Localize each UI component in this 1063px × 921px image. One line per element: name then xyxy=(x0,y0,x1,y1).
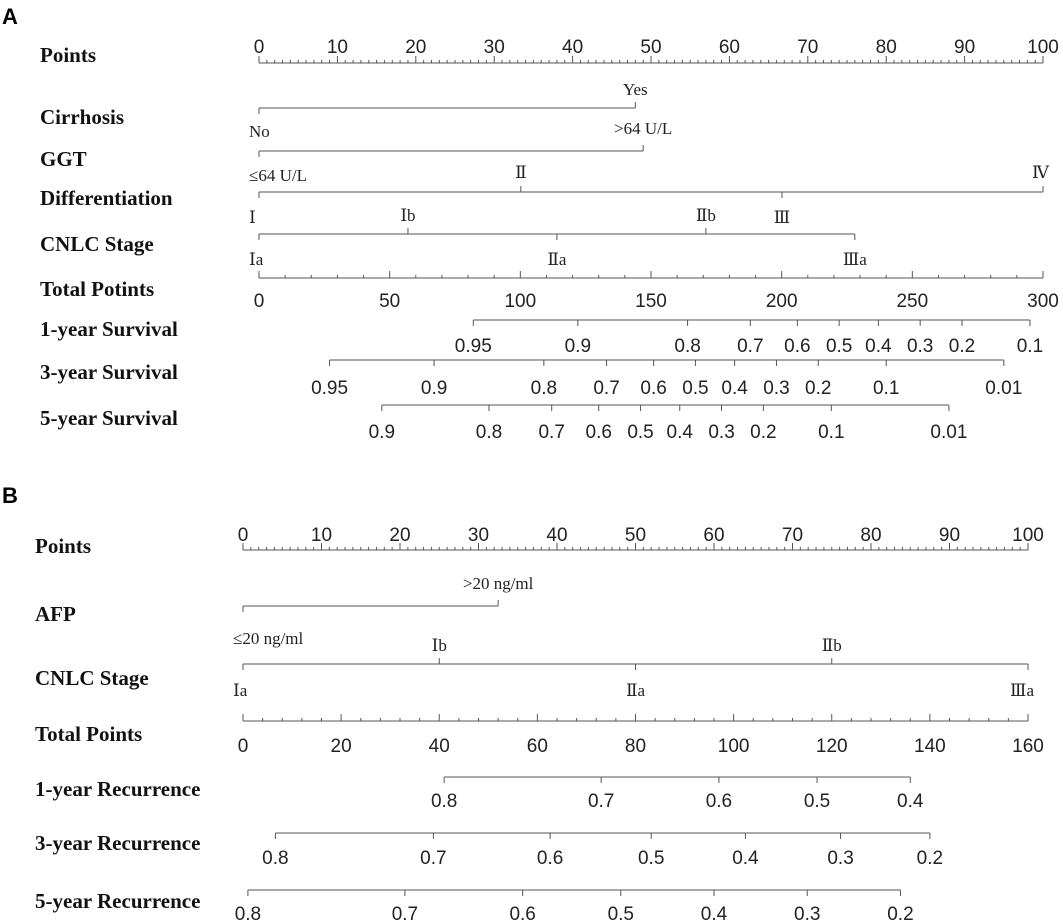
outcome-tick-label: 0.5 xyxy=(637,848,665,869)
points-tick-label: 90 xyxy=(938,525,961,546)
outcome-tick-label: 0.2 xyxy=(887,904,914,921)
points-tick-label: 80 xyxy=(875,37,897,58)
points-tick-label: 90 xyxy=(954,37,976,58)
outcome-tick-label: 0.6 xyxy=(640,378,667,399)
predictor-level-label: Ⅱa xyxy=(625,681,646,700)
nomogram-panel-a xyxy=(40,37,1059,443)
predictor-level-label: Ⅱb xyxy=(695,206,716,225)
points-tick-label: 0 xyxy=(253,37,265,58)
outcome-tick-label: 0.4 xyxy=(721,378,748,399)
total-tick-label: 120 xyxy=(815,736,848,757)
total-tick-label: 0 xyxy=(237,736,249,757)
points-tick-label: 70 xyxy=(781,525,804,546)
outcome-tick-label: 0.95 xyxy=(311,378,349,399)
outcome-tick-label: 0.8 xyxy=(430,791,458,812)
outcome-tick-label: 0.9 xyxy=(420,378,448,399)
outcome-tick-label: 0.2 xyxy=(750,422,777,443)
predictor-level-label: Ⅰa xyxy=(233,681,248,700)
predictor-level-label: Yes xyxy=(622,80,648,99)
points-tick-label: 40 xyxy=(546,525,568,546)
points-tick-label: 30 xyxy=(483,37,505,58)
predictor-level-label: Ⅱ xyxy=(515,163,527,182)
points-tick-label: 50 xyxy=(640,37,662,58)
predictor-label-ggt: GGT xyxy=(40,147,87,171)
total-tick-label: 60 xyxy=(526,736,548,757)
outcome-tick-label: 0.7 xyxy=(737,336,764,357)
outcome-tick-label: 0.2 xyxy=(805,378,832,399)
points-tick-label: 70 xyxy=(797,37,819,58)
outcome-tick-label: 0.5 xyxy=(627,422,654,443)
predictor-level-label: Ⅲa xyxy=(1010,681,1034,700)
predictor-level-label: >20 ng/ml xyxy=(462,574,534,593)
outcome-tick-label: 0.6 xyxy=(585,422,612,443)
outcome-tick-label: 0.8 xyxy=(530,378,558,399)
points-tick-label: 0 xyxy=(237,525,249,546)
points-tick-label: 100 xyxy=(1012,525,1044,546)
points-axis-label: Points xyxy=(35,534,92,558)
outcome-tick-label: 0.6 xyxy=(784,336,811,357)
nomogram-panel-b xyxy=(35,525,1044,921)
outcome-tick-label: 0.4 xyxy=(732,848,759,869)
outcome-tick-label: 0.4 xyxy=(865,336,892,357)
outcome-label-3-year-recurrence: 3-year Recurrence xyxy=(35,831,201,855)
outcome-tick-label: 0.1 xyxy=(818,422,845,443)
outcome-tick-label: 0.8 xyxy=(262,848,289,869)
points-tick-label: 10 xyxy=(326,37,348,58)
points-tick-label: 30 xyxy=(467,525,490,546)
outcome-tick-label: 0.6 xyxy=(509,904,536,921)
predictor-level-label: >64 U/L xyxy=(614,119,673,138)
points-tick-label: 20 xyxy=(405,37,427,58)
outcome-tick-label: 0.5 xyxy=(803,791,831,812)
points-tick-label: 100 xyxy=(1027,37,1059,58)
outcome-tick-label: 0.3 xyxy=(794,904,821,921)
outcome-tick-label: 0.3 xyxy=(827,848,854,869)
outcome-tick-label: 0.3 xyxy=(708,422,735,443)
outcome-tick-label: 0.8 xyxy=(234,904,262,921)
total-tick-label: 0 xyxy=(253,291,265,312)
points-tick-label: 60 xyxy=(718,37,740,58)
total-tick-label: 150 xyxy=(635,291,667,312)
predictor-level-label: Ⅱa xyxy=(547,250,567,269)
outcome-tick-label: 0.7 xyxy=(538,422,565,443)
outcome-tick-label: 0.1 xyxy=(872,378,900,399)
predictor-label-afp: AFP xyxy=(35,602,76,626)
outcome-label-5-year-survival: 5-year Survival xyxy=(40,406,178,430)
outcome-tick-label: 0.8 xyxy=(475,422,503,443)
outcome-tick-label: 0.3 xyxy=(763,378,790,399)
total-tick-label: 100 xyxy=(504,291,537,312)
outcome-tick-label: 0.95 xyxy=(454,336,492,357)
total-tick-label: 160 xyxy=(1012,736,1044,757)
outcome-tick-label: 0.7 xyxy=(587,791,615,812)
total-tick-label: 100 xyxy=(717,736,750,757)
outcome-label-5-year-recurrence: 5-year Recurrence xyxy=(35,889,201,913)
outcome-tick-label: 0.9 xyxy=(564,336,592,357)
panel-label-a: A xyxy=(2,4,18,29)
predictor-level-label: ≤20 ng/ml xyxy=(233,629,304,648)
total-points-label: Total Potints xyxy=(40,277,155,301)
total-tick-label: 250 xyxy=(896,291,929,312)
total-tick-label: 300 xyxy=(1027,291,1059,312)
points-tick-label: 20 xyxy=(389,525,411,546)
predictor-level-label: Ⅰb xyxy=(431,636,447,655)
total-tick-label: 20 xyxy=(330,736,352,757)
outcome-tick-label: 0.2 xyxy=(948,336,976,357)
total-tick-label: 200 xyxy=(765,291,798,312)
total-tick-label: 50 xyxy=(379,291,401,312)
total-tick-label: 40 xyxy=(428,736,450,757)
outcome-label-1-year-recurrence: 1-year Recurrence xyxy=(35,777,201,801)
outcome-tick-label: 0.6 xyxy=(705,791,733,812)
predictor-level-label: Ⅰb xyxy=(400,206,416,225)
predictor-level-label: Ⅰa xyxy=(249,250,264,269)
points-tick-label: 40 xyxy=(562,37,584,58)
predictor-level-label: ≤64 U/L xyxy=(249,166,307,185)
predictor-label-cnlc-stage: CNLC Stage xyxy=(40,232,154,256)
predictor-level-label: Ⅲ xyxy=(773,208,791,227)
outcome-tick-label: 0.01 xyxy=(985,378,1023,399)
predictor-level-label: Ⅲa xyxy=(842,250,867,269)
outcome-tick-label: 0.4 xyxy=(666,422,693,443)
outcome-label-1-year-survival: 1-year Survival xyxy=(40,317,178,341)
outcome-tick-label: 0.5 xyxy=(607,904,634,921)
total-points-label: Total Points xyxy=(35,722,143,746)
outcome-tick-label: 0.8 xyxy=(674,336,701,357)
outcome-tick-label: 0.5 xyxy=(825,336,853,357)
predictor-label-cirrhosis: Cirrhosis xyxy=(40,105,124,129)
predictor-label-cnlc-stage: CNLC Stage xyxy=(35,666,149,690)
total-tick-label: 140 xyxy=(914,736,946,757)
outcome-tick-label: 0.3 xyxy=(906,336,934,357)
outcome-tick-label: 0.2 xyxy=(916,848,944,869)
outcome-tick-label: 0.01 xyxy=(930,422,968,443)
outcome-tick-label: 0.7 xyxy=(593,378,620,399)
predictor-level-label: Ⅰ xyxy=(249,208,256,227)
predictor-level-label: Ⅳ xyxy=(1032,163,1049,182)
outcome-tick-label: 0.1 xyxy=(1016,336,1044,357)
outcome-tick-label: 0.7 xyxy=(391,904,419,921)
points-tick-label: 80 xyxy=(860,525,882,546)
panel-label-b: B xyxy=(2,483,18,508)
outcome-label-3-year-survival: 3-year Survival xyxy=(40,360,178,384)
points-tick-label: 60 xyxy=(703,525,725,546)
points-tick-label: 50 xyxy=(624,525,647,546)
predictor-level-label: Ⅱb xyxy=(821,636,842,655)
points-axis-label: Points xyxy=(40,43,97,67)
outcome-tick-label: 0.5 xyxy=(682,378,709,399)
total-tick-label: 80 xyxy=(624,736,647,757)
points-tick-label: 10 xyxy=(310,525,333,546)
outcome-tick-label: 0.9 xyxy=(368,422,396,443)
predictor-level-label: No xyxy=(249,122,270,141)
outcome-tick-label: 0.7 xyxy=(420,848,447,869)
outcome-tick-label: 0.4 xyxy=(700,904,728,921)
predictor-label-differentiation: Differentiation xyxy=(40,186,173,210)
outcome-tick-label: 0.4 xyxy=(897,791,924,812)
outcome-tick-label: 0.6 xyxy=(536,848,564,869)
